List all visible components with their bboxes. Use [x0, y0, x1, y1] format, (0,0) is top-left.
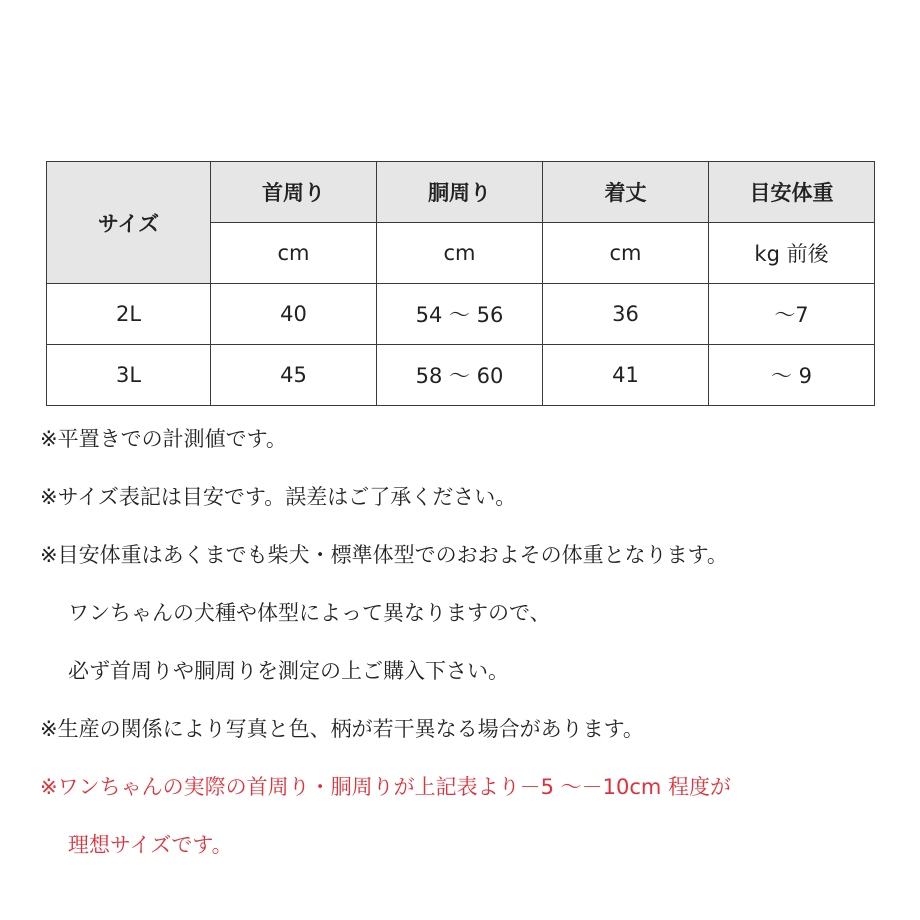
unit-cell-length: cm [543, 223, 709, 284]
note-production: ※生産の関係により写真と色、柄が若干異なる場合があります。 [40, 717, 644, 741]
table-row [47, 345, 875, 406]
column-header-neck: 首周り [211, 162, 377, 223]
unit-cell-neck: cm [211, 223, 377, 284]
column-header-chest: 胴周り [377, 162, 543, 223]
note-weight-guide-cont-2: 必ず首周りや胴周りを測定の上ご購入下さい。 [68, 659, 509, 683]
size-table [46, 161, 875, 406]
value-cell: 40 [211, 284, 377, 345]
size-header-cell: サイズ [47, 162, 211, 284]
note-weight-guide-cont-1: ワンちゃんの犬種や体型によって異なりますので、 [68, 601, 551, 625]
note-weight-guide: ※目安体重はあくまでも柴犬・標準体型でのおおよその体重となります。 [40, 543, 728, 567]
value-cell: 36 [543, 284, 709, 345]
column-header-length: 着丈 [543, 162, 709, 223]
column-header-weight: 目安体重 [709, 162, 875, 223]
unit-cell-chest: cm [377, 223, 543, 284]
note-ideal-size-cont: 理想サイズです。 [68, 833, 233, 857]
size-cell: 2L [47, 284, 211, 345]
note-size-guide: ※サイズ表記は目安です。誤差はご了承ください。 [40, 485, 517, 509]
value-cell: 54 ～ 56 [377, 284, 543, 345]
value-cell: 58 ～ 60 [377, 345, 543, 406]
value-cell: ～7 [709, 284, 875, 345]
value-cell: 41 [543, 345, 709, 406]
table-row [47, 284, 875, 345]
value-cell: ～ 9 [709, 345, 875, 406]
note-measurement: ※平置きでの計測値です。 [40, 427, 287, 451]
value-cell: 45 [211, 345, 377, 406]
note-ideal-size: ※ワンちゃんの実際の首周り・胴周りが上記表より－5 ～－10cm 程度が [40, 775, 732, 799]
table-header-row [47, 162, 875, 223]
unit-cell-weight: kg 前後 [709, 223, 875, 284]
size-cell: 3L [47, 345, 211, 406]
notes-section [40, 425, 900, 889]
